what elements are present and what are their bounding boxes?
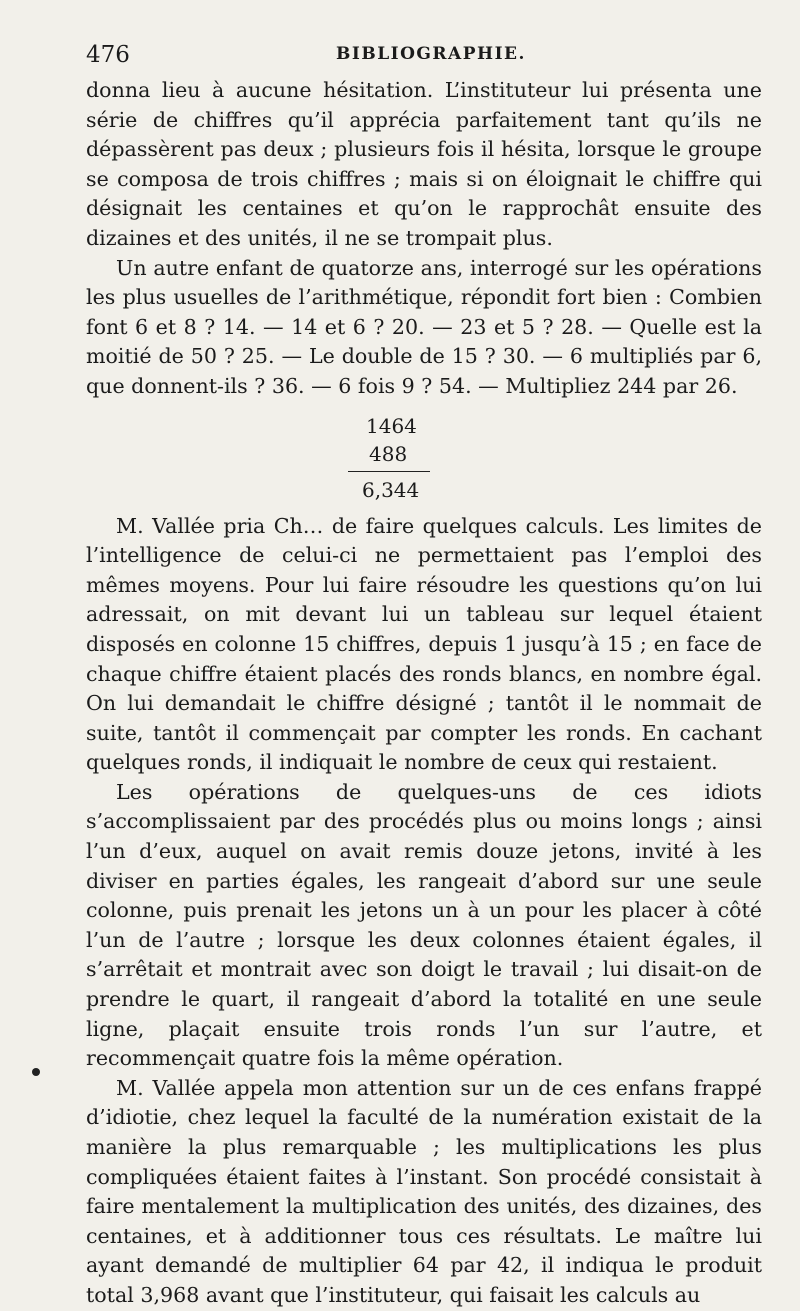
margin-dot [32,1068,40,1076]
paragraph-operations: Les opérations de quelques-uns de ces idiots s’accomplissaient par des procédés plus ou moins longs ; ainsi l’un d’eux, auquel on avait remis douze jetons, invité à les diviser en parties égales, les rangeait d’abord sur une seule colonne, puis prenait les jetons un à un pour les placer à côté l’un de l’autre ; lorsque les deux colonnes étaient égales, il s’arrêtait et montrait avec son doigt le travail ; lui disait-on de prendre le quart, il rangeait d’abord la totalité en une seule ligne, plaçait ensuite trois ronds l’un sur l’autre, et recommençait quatre fois la même opération. [86,779,762,1071]
paragraph-vallee-ch: M. Vallée pria Ch… de faire quelques calculs. Les limites de l’intelligence de celui-ci ne permettaient pas l’emploi des mêmes moyens. Pour lui faire résoudre les questions qu’on lui adressait, on mit devant lui un tableau sur lequel étaient disposés en colonne 15 chiffres, depuis 1 jusqu’à 15 ; en face de chaque chiffre étaient placés des ronds blancs, en nombre égal. On lui demandait le chiffre désigné ; tantôt il le nommait de suite, tantôt il commençait par compter les ronds. En cachant quelques ronds, il indiquait le nombre de ceux qui restaient. [86,513,762,775]
page-header [86,40,762,76]
multiplication-calculation [86,412,762,504]
calc-result: 6,344 [362,477,420,502]
paragraph-continuation: donna lieu à aucune hésitation. L’instituteur lui présenta une série de chiffres qu’il apprécia parfaitement tant qu’ils ne dépassèrent pas deux ; plusieurs fois il hésita, lorsque le groupe se composa de trois chiffres ; mais si on éloignait le chiffre qui désignait les centaines et qu’on le rapprochât ensuite des dizaines et des unités, il ne se trompait plus. [86,78,762,250]
page-number: 476 [86,42,130,68]
running-title: BIBLIOGRAPHIE. [336,44,526,64]
paragraph-numeration: M. Vallée appela mon attention sur un de ces enfans frappé d’idiotie, chez lequel la faculté de la numération existait de la manière la plus remarquable ; les multiplications les plus compliquées étaient faites à l’instant. Son procédé consistait à faire mentalement la multiplication des unités, des dizaines, des centaines, et à additionner tous ces résultats. Le maître lui ayant demandé de multiplier 64 par 42, il indiqua le produit total 3,968 avant que l’instituteur, qui faisait les calculs au [86,1075,762,1307]
calc-rule [86,468,762,476]
calc-line-2: 488 [369,441,408,466]
calc-line-1: 1464 [366,413,417,438]
paragraph-arithmetic: Un autre enfant de quatorze ans, interrogé sur les opérations les plus usuelles de l’arithmétique, répondit fort bien : Combien font 6 et 8 ? 14. — 14 et 6 ? 20. — 23 et 5 ? 28. — Quelle est la moitié de 50 ? 25. — Le double de 15 ? 30. — 6 multipliés par 6, que donnent-ils ? 36. — 6 fois 9 ? 54. — Multipliez 244 par 26. [86,255,762,398]
body-text [86,76,762,1311]
